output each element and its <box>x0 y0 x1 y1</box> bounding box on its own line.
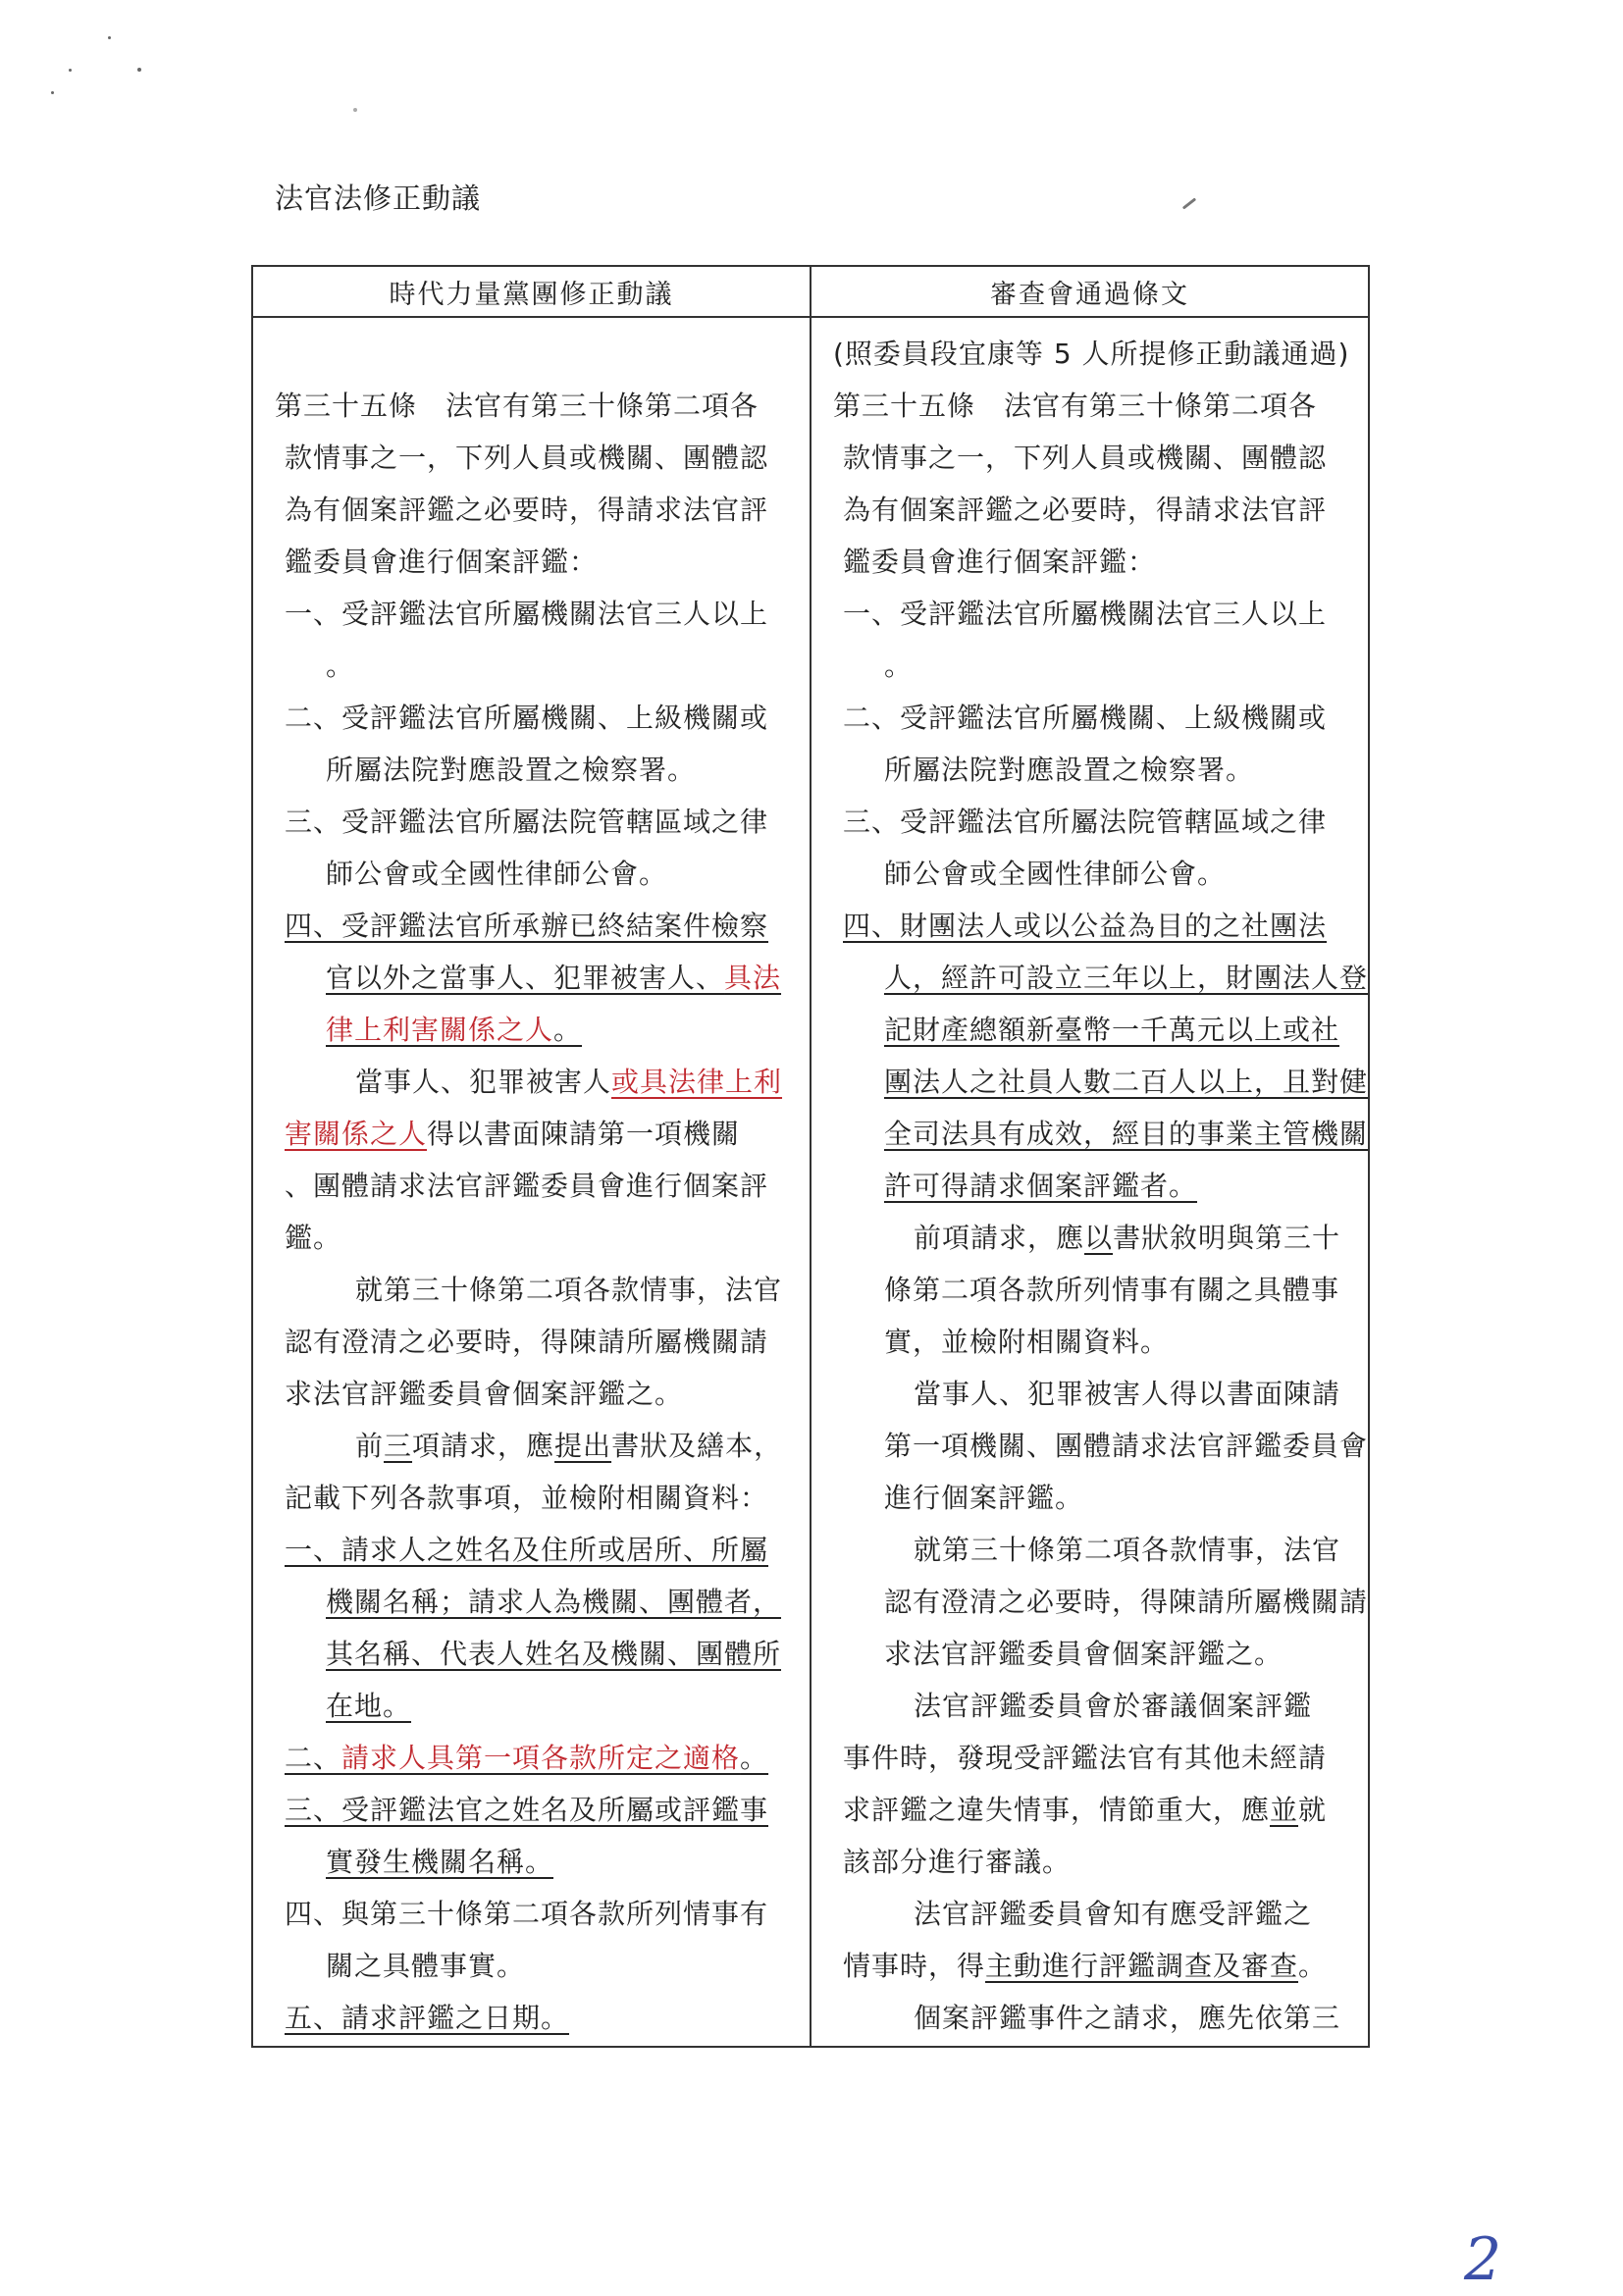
left-line <box>275 328 794 380</box>
scan-speck <box>51 91 54 94</box>
left-line: 四、與第三十條第二項各款所列情事有 <box>285 1898 769 1930</box>
left-red-text: 或具法律上利 <box>611 1066 783 1098</box>
left-line: 第三十五條 法官有第三十條第二項各 <box>275 390 759 422</box>
right-line: 所屬法院對應設置之檢察署。 <box>884 754 1255 786</box>
left-line: 一、受評鑑法官所屬機關法官三人以上 <box>285 598 769 630</box>
left-line: 四、受評鑑法官所承辦已終結案件檢察 <box>285 910 769 942</box>
left-line: 機關名稱；請求人為機關、團體者， <box>326 1586 782 1618</box>
header-left: 時代力量黨團修正動議 <box>252 266 811 317</box>
right-text: 就 <box>1298 1794 1328 1826</box>
right-line: 進行個案評鑑。 <box>884 1482 1084 1514</box>
right-line: 二、受評鑑法官所屬機關、上級機關或 <box>843 702 1328 734</box>
right-text: 書狀敘明與第三十 <box>1113 1222 1341 1254</box>
scan-speck <box>108 36 111 39</box>
right-line: 第三十五條 法官有第三十條第二項各 <box>833 390 1318 422</box>
left-line: 一、請求人之姓名及住所或居所、所屬 <box>285 1534 769 1566</box>
left-line: 三、受評鑑法官所屬法院管轄區域之律 <box>285 806 769 838</box>
right-text: 情事時，得 <box>843 1950 986 1982</box>
document-title: 法官法修正動議 <box>275 182 482 215</box>
left-line <box>275 952 794 1004</box>
right-line: 款情事之一，下列人員或機關、團體認 <box>843 442 1328 474</box>
handwritten-page-number: 2 <box>1464 2225 1502 2294</box>
left-text: 得以書面陳請第一項機關 <box>427 1118 741 1150</box>
left-text: 項請求，應 <box>412 1430 555 1462</box>
left-line: 實發生機關名稱。 <box>326 1846 554 1878</box>
left-underlined-text: 提出 <box>554 1430 612 1462</box>
scan-speck <box>137 68 141 72</box>
right-line: 記財產總額新臺幣一千萬元以上或社 <box>884 1014 1340 1046</box>
left-line: 所屬法院對應設置之檢察署。 <box>326 754 697 786</box>
left-line: 師公會或全國性律師公會。 <box>326 858 668 890</box>
left-line: 求法官評鑑委員會個案評鑑之。 <box>285 1378 684 1410</box>
left-line: 鑑。 <box>285 1222 342 1254</box>
right-line: 情事時，得主動進行評鑑調查及審查。 <box>843 1950 1328 1982</box>
left-line: 。 <box>326 650 355 682</box>
right-line: 全司法具有成效，經目的事業主管機關 <box>884 1118 1369 1150</box>
right-line: 團法人之社員人數二百人以上，且對健 <box>884 1066 1369 1098</box>
left-line: 關之具體事實。 <box>326 1950 526 1982</box>
right-line: 人，經許可設立三年以上，財團法人登 <box>884 962 1369 994</box>
left-line <box>275 1108 794 1160</box>
right-underlined-text: 主動進行評鑑調查及審查 <box>985 1950 1299 1982</box>
scan-speck <box>353 108 357 112</box>
left-line: 其名稱、代表人姓名及機關、團體所 <box>326 1638 782 1670</box>
right-line: 師公會或全國性律師公會。 <box>884 858 1227 890</box>
right-line: 就第三十條第二項各款情事，法官 <box>914 1534 1341 1566</box>
left-line: 鑑委員會進行個案評鑑： <box>285 546 599 578</box>
left-text: 書狀及繕本， <box>611 1430 783 1462</box>
right-line <box>833 1784 1352 1836</box>
right-line <box>833 1212 1352 1264</box>
right-line: 該部分進行審議。 <box>843 1846 1072 1878</box>
left-line <box>275 1004 794 1056</box>
left-text: 當事人、犯罪被害人 <box>355 1066 612 1098</box>
left-red-text: 請求人具第一項各款所定之適格 <box>341 1742 741 1774</box>
right-line: 三、受評鑑法官所屬法院管轄區域之律 <box>843 806 1328 838</box>
left-text: 。 <box>553 1014 583 1046</box>
left-line: 三、受評鑑法官之姓名及所屬或評鑑事 <box>285 1794 769 1826</box>
right-line: 認有澄清之必要時，得陳請所屬機關請 <box>884 1586 1369 1618</box>
left-underlined-text: 三 <box>384 1430 413 1462</box>
right-line: 個案評鑑事件之請求，應先依第三 <box>914 2002 1341 2034</box>
right-line: 當事人、犯罪被害人得以書面陳請 <box>914 1378 1341 1410</box>
left-line: 款情事之一，下列人員或機關、團體認 <box>285 442 769 474</box>
right-line: 求法官評鑑委員會個案評鑑之。 <box>884 1638 1283 1670</box>
left-line: 五、請求評鑑之日期。 <box>285 2002 570 2034</box>
left-line <box>275 1420 794 1472</box>
right-line: 事件時，發現受評鑑法官有其他未經請 <box>843 1742 1328 1774</box>
scan-speck <box>69 69 72 72</box>
pen-mark <box>1182 197 1196 209</box>
left-column <box>252 317 811 2047</box>
right-line: 一、受評鑑法官所屬機關法官三人以上 <box>843 598 1328 630</box>
left-red-text: 律上利害關係之人 <box>326 1014 554 1046</box>
right-line: 為有個案評鑑之必要時，得請求法官評 <box>843 494 1328 526</box>
right-line: 四、財團法人或以公益為目的之社團法 <box>843 910 1328 942</box>
left-line: 為有個案評鑑之必要時，得請求法官評 <box>285 494 769 526</box>
right-text: 前項請求，應 <box>914 1222 1085 1254</box>
left-line: 記載下列各款事項，並檢附相關資料： <box>285 1482 769 1514</box>
left-line: 在地。 <box>326 1690 412 1722</box>
left-text: 二、 <box>285 1742 342 1774</box>
left-text: 前 <box>355 1430 385 1462</box>
right-text: 求評鑑之違失情事，情節重大，應 <box>843 1794 1271 1826</box>
right-line: 法官評鑑委員會知有應受評鑑之 <box>914 1898 1313 1930</box>
right-underlined-text: 以 <box>1084 1222 1114 1254</box>
left-line <box>275 1056 794 1108</box>
right-line: 。 <box>884 650 914 682</box>
right-line: 許可得請求個案評鑑者。 <box>884 1170 1198 1202</box>
comparison-table <box>251 265 1370 2048</box>
left-line: 認有澄清之必要時，得陳請所屬機關請 <box>285 1326 769 1358</box>
right-line: 第一項機關、團體請求法官評鑑委員會 <box>884 1430 1369 1462</box>
left-line: 就第三十條第二項各款情事，法官 <box>355 1274 783 1306</box>
header-right: 審查會通過條文 <box>811 266 1369 317</box>
left-red-text: 具法 <box>724 962 782 994</box>
right-line: 實，並檢附相關資料。 <box>884 1326 1170 1358</box>
left-red-text: 害關係之人 <box>285 1118 428 1150</box>
left-line: 二、受評鑑法官所屬機關、上級機關或 <box>285 702 769 734</box>
left-line: 、團體請求法官評鑑委員會進行個案評 <box>285 1170 769 1202</box>
right-line: 條第二項各款所列情事有關之具體事 <box>884 1274 1340 1306</box>
right-line: (照委員段宜康等 5 人所提修正動議通過) <box>833 338 1350 370</box>
right-underlined-text: 並 <box>1270 1794 1299 1826</box>
right-column <box>811 317 1369 2047</box>
left-text: 官以外之當事人、犯罪被害人、 <box>326 962 725 994</box>
right-line: 法官評鑑委員會於審議個案評鑑 <box>914 1690 1313 1722</box>
right-line: 鑑委員會進行個案評鑑： <box>843 546 1157 578</box>
left-line: 二、請求人具第一項各款所定之適格。 <box>285 1742 769 1774</box>
